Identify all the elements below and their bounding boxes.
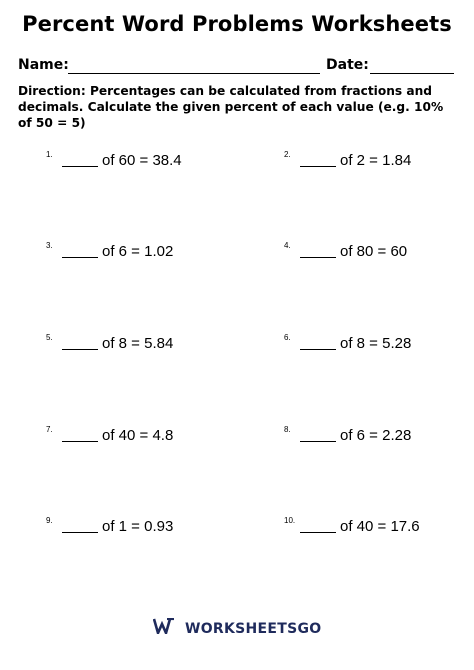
brand-name: WORKSHEETSGO	[184, 620, 322, 637]
problem-expression: of 6 = 2.28	[340, 427, 412, 444]
name-field[interactable]	[68, 73, 320, 74]
problem-number: 10.	[284, 516, 296, 525]
problem-number: 6.	[284, 333, 291, 342]
problem-number: 8.	[284, 425, 291, 434]
answer-blank[interactable]	[300, 532, 336, 533]
problem-item	[46, 516, 246, 538]
answer-blank[interactable]	[62, 532, 98, 533]
problem-expression: of 40 = 17.6	[340, 518, 420, 535]
date-field[interactable]	[370, 73, 454, 74]
answer-blank[interactable]	[62, 441, 98, 442]
problem-number: 7.	[46, 425, 53, 434]
problem-item	[284, 241, 474, 263]
footer-brand	[0, 618, 474, 640]
problem-number: 5.	[46, 333, 53, 342]
problem-item	[46, 241, 246, 263]
problem-item	[46, 333, 246, 355]
problem-expression: of 2 = 1.84	[340, 152, 412, 169]
problem-item	[284, 425, 474, 447]
name-date-row	[18, 57, 458, 77]
answer-blank[interactable]	[300, 349, 336, 350]
problem-item	[46, 150, 246, 172]
problem-expression: of 1 = 0.93	[102, 518, 174, 535]
answer-blank[interactable]	[300, 441, 336, 442]
problem-item	[284, 516, 474, 538]
problem-item	[46, 425, 246, 447]
answer-blank[interactable]	[300, 166, 336, 167]
name-label: Name:	[18, 57, 69, 73]
problem-expression: of 40 = 4.8	[102, 427, 174, 444]
answer-blank[interactable]	[62, 166, 98, 167]
problem-item	[284, 333, 474, 355]
page-title: Percent Word Problems Worksheets	[22, 12, 452, 36]
problem-number: 3.	[46, 241, 53, 250]
problem-number: 1.	[46, 150, 53, 159]
problem-expression: of 8 = 5.28	[340, 335, 412, 352]
problem-expression: of 60 = 38.4	[102, 152, 182, 169]
answer-blank[interactable]	[62, 349, 98, 350]
problem-expression: of 80 = 60	[340, 243, 408, 260]
problem-number: 4.	[284, 241, 291, 250]
problem-item	[284, 150, 474, 172]
worksheetsgo-logo-icon	[153, 618, 175, 639]
date-label: Date:	[326, 57, 369, 73]
problem-number: 9.	[46, 516, 53, 525]
direction-text: Direction: Percentages can be calculated from fractions and decimals. Calculate the given percent of each value (e.g. 10% of 50 = 5)	[18, 84, 444, 130]
answer-blank[interactable]	[300, 257, 336, 258]
problem-expression: of 6 = 1.02	[102, 243, 174, 260]
answer-blank[interactable]	[62, 257, 98, 258]
problem-number: 2.	[284, 150, 291, 159]
problem-expression: of 8 = 5.84	[102, 335, 174, 352]
